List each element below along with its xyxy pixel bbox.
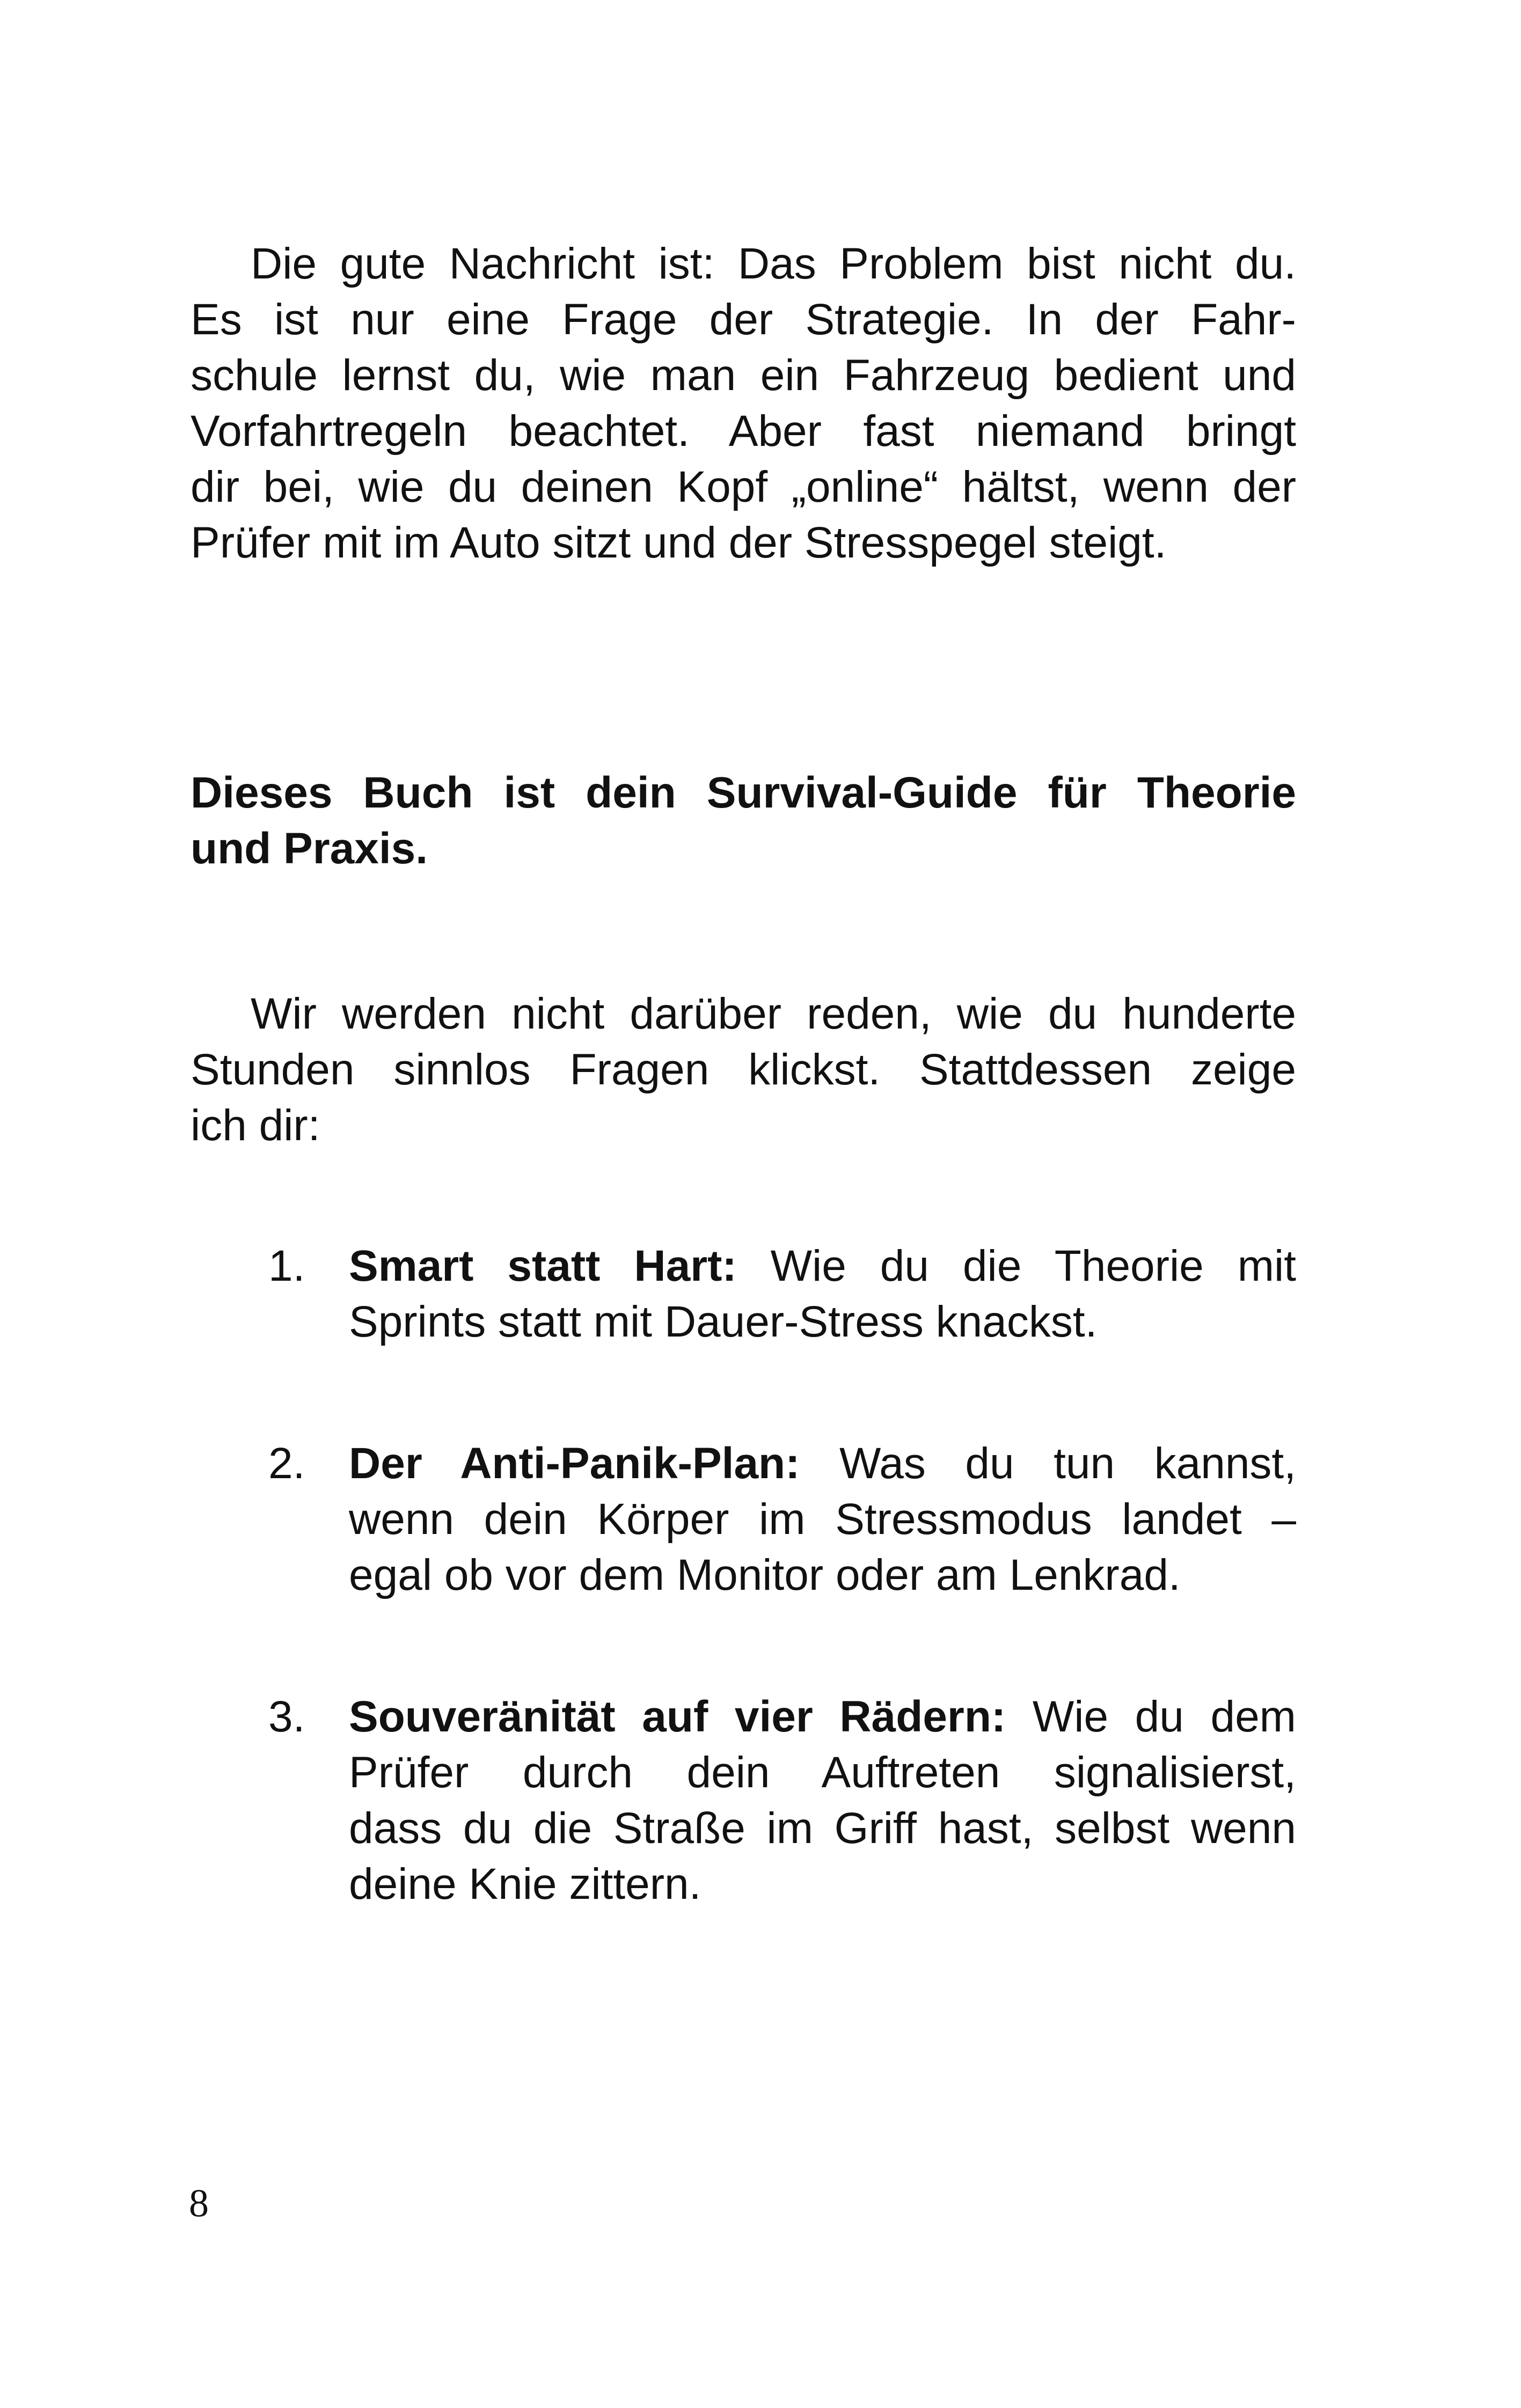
list-intro-paragraph: [191, 986, 1296, 1154]
intro-paragraph: [191, 236, 1296, 571]
list-item-title: Der Anti-Panik-Plan:: [349, 1439, 800, 1488]
paragraph-line: Prüfer mit im Auto sitzt und der Stresspegel steigt.: [191, 518, 1167, 567]
paragraph-line: ich dir:: [191, 1101, 320, 1150]
list-number: 1.: [268, 1242, 305, 1290]
list-item-text: Wie du dem: [1006, 1692, 1296, 1741]
list-item-title: Smart statt Hart:: [349, 1242, 737, 1290]
list-item-text: wenn dein Körper im Stressmodus landet –: [349, 1495, 1296, 1544]
list-number: 2.: [268, 1439, 305, 1488]
paragraph-line: dir bei, wie du deinen Kopf „online“ hältst, wenn der: [191, 462, 1296, 511]
list-item: [191, 1436, 1296, 1603]
paragraph-line: Die gute Nachricht ist: Das Problem bist nicht du.: [251, 239, 1296, 288]
list-item-text: egal ob vor dem Monitor oder am Lenkrad.: [349, 1551, 1181, 1599]
heading-line: Dieses Buch ist dein Survival-Guide für Theorie: [191, 768, 1296, 817]
page-number: 8: [189, 2182, 209, 2226]
list-item-text: dass du die Straße im Griff hast, selbst wenn: [349, 1804, 1296, 1853]
list-item-text: Wie du die Theorie mit: [736, 1242, 1297, 1290]
list-number: 3.: [268, 1692, 305, 1741]
list-item: [191, 1689, 1296, 1912]
list-item-text: Sprints statt mit Dauer-Stress knackst.: [349, 1297, 1098, 1346]
list-item-title: Souveränität auf vier Rädern:: [349, 1692, 1006, 1741]
list-item-text: Prüfer durch dein Auftreten signalisierst,: [349, 1748, 1296, 1797]
list-item-text: Was du tun kannst,: [800, 1439, 1296, 1488]
numbered-list: [191, 1238, 1296, 1912]
paragraph-line: Vorfahrtregeln beachtet. Aber fast niemand bringt: [191, 407, 1296, 456]
paragraph-line: Stunden sinnlos Fragen klickst. Stattdessen zeige: [191, 1045, 1296, 1094]
section-heading: [191, 765, 1296, 877]
list-item: [191, 1238, 1296, 1350]
heading-line: und Praxis.: [191, 824, 428, 873]
list-item-text: deine Knie zittern.: [349, 1860, 701, 1908]
paragraph-line: Wir werden nicht darüber reden, wie du hunderte: [251, 989, 1296, 1038]
paragraph-line: schule lernst du, wie man ein Fahrzeug bedient und: [191, 351, 1296, 400]
paragraph-line: Es ist nur eine Frage der Strategie. In der Fahr-: [191, 295, 1296, 344]
